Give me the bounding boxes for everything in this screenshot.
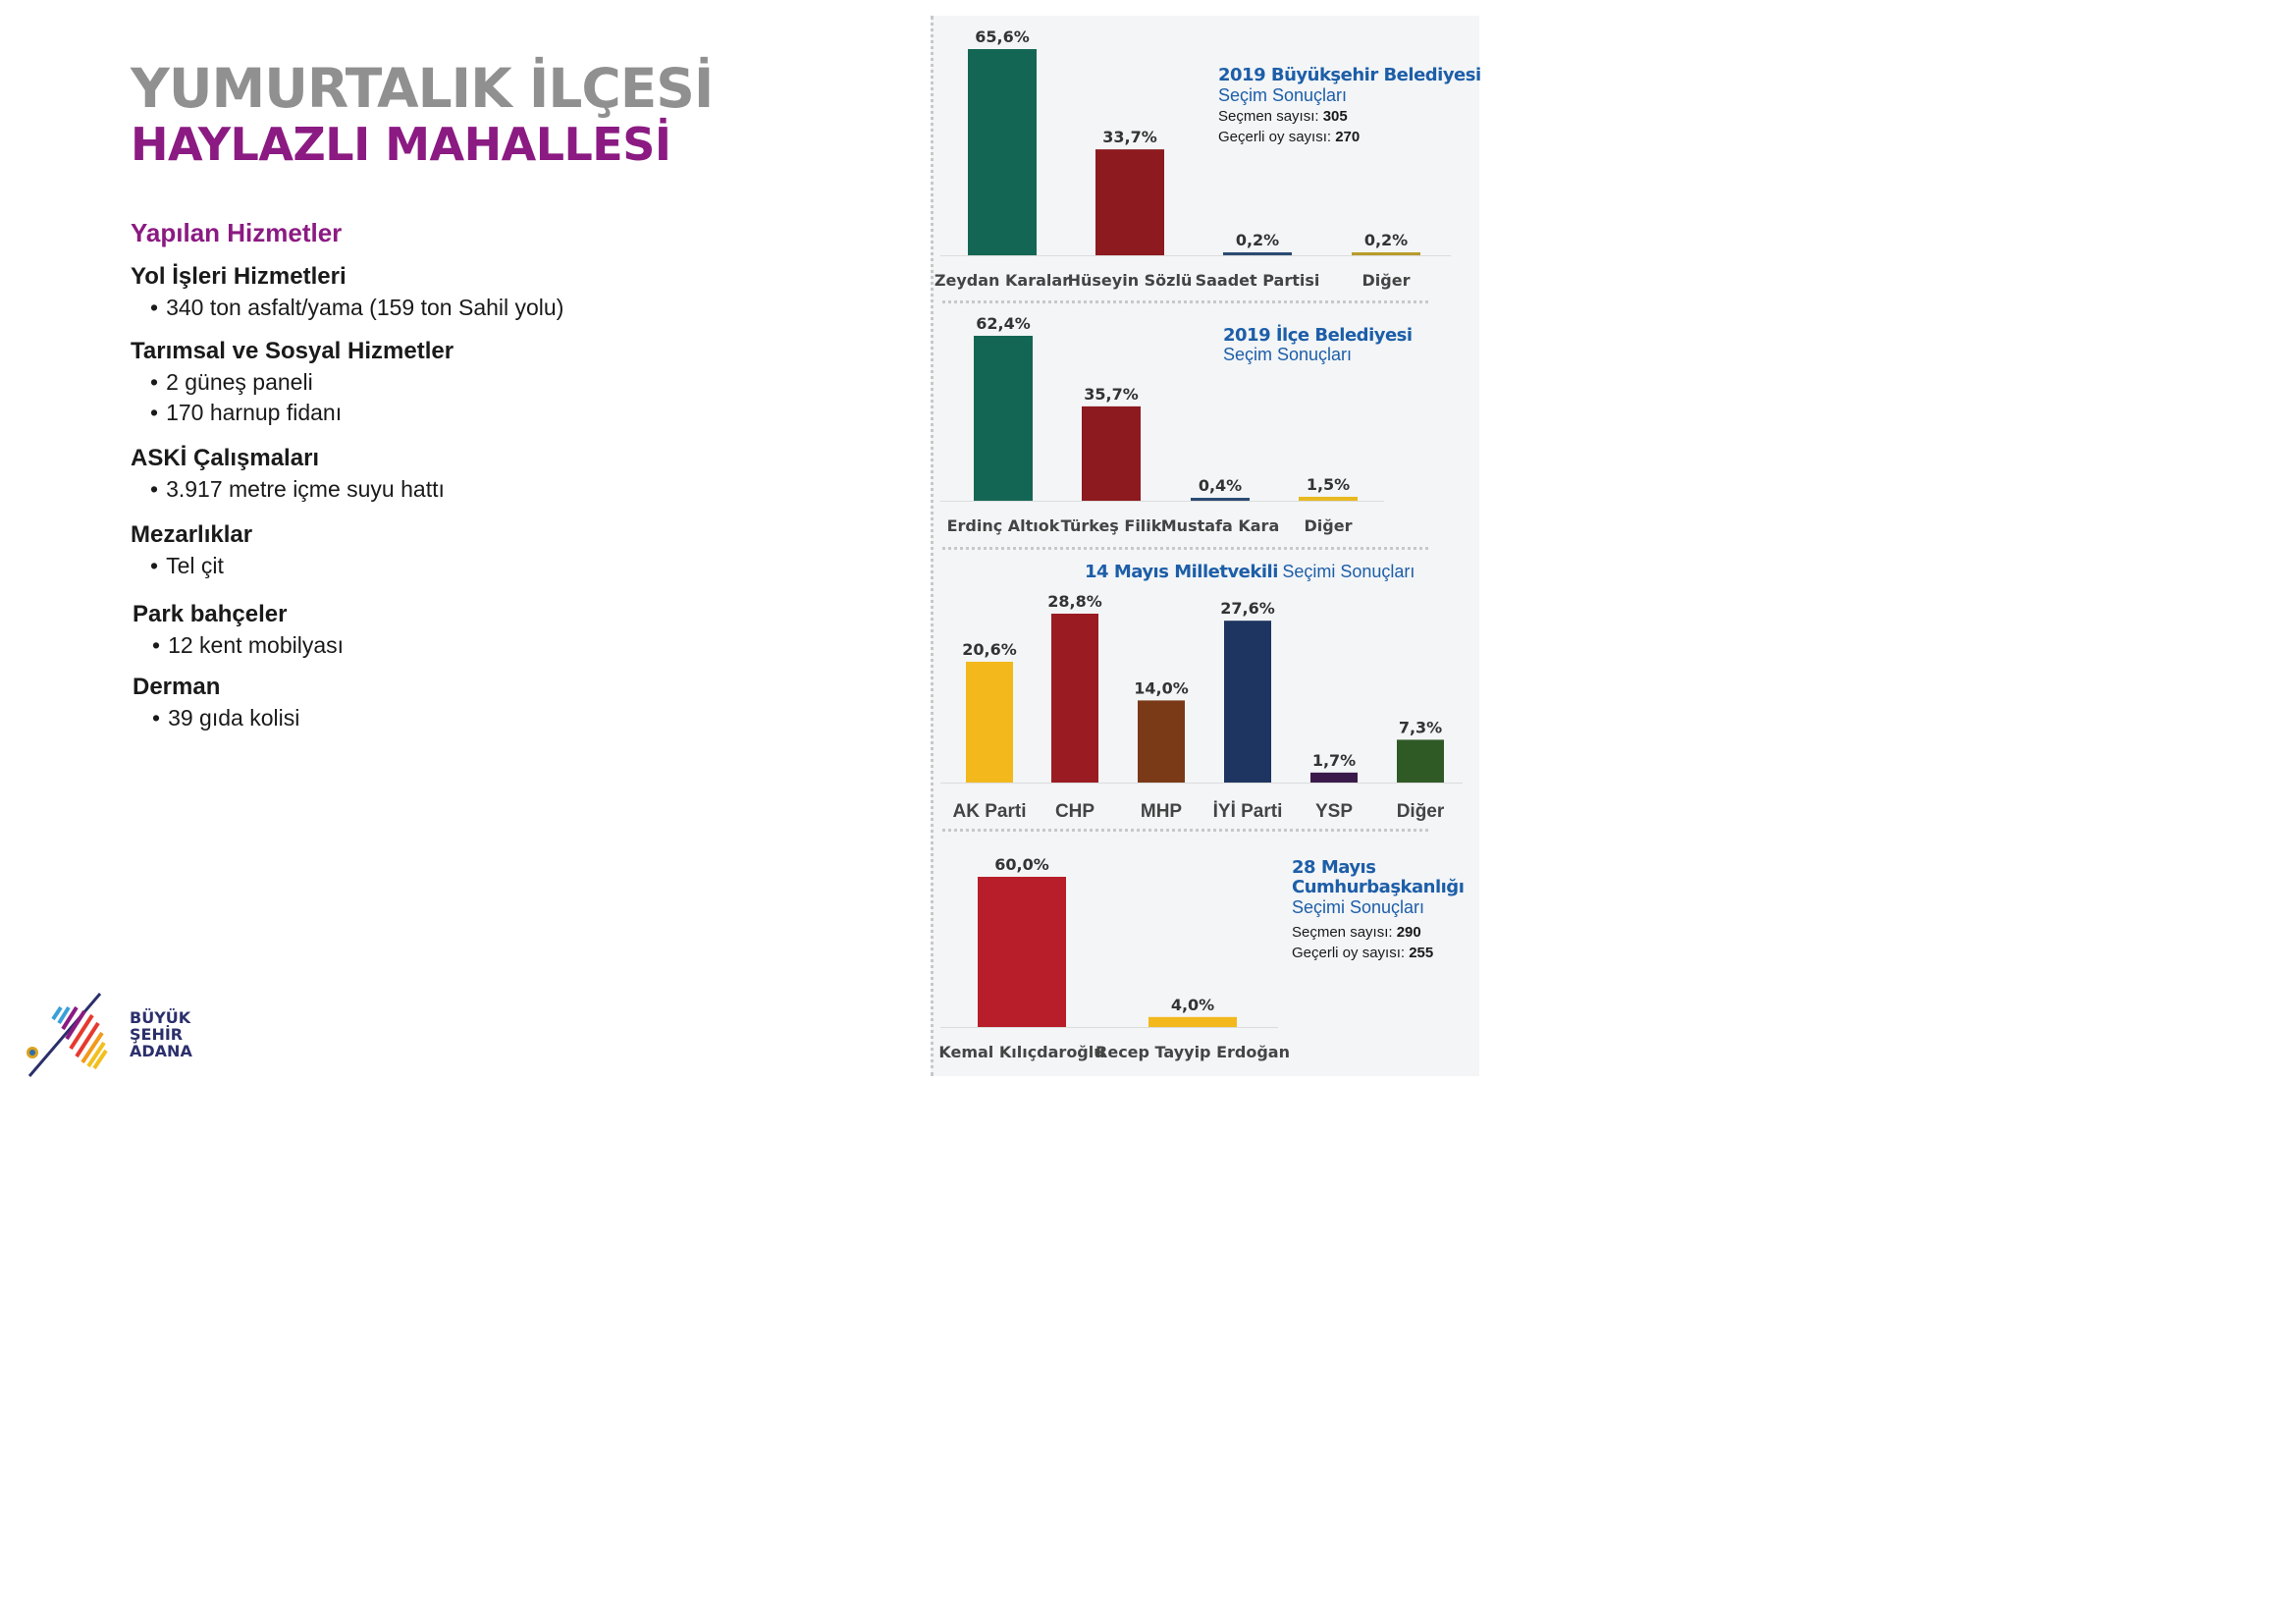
chart1-bar (1352, 252, 1420, 255)
chart3-bar (1397, 739, 1444, 783)
chart2-bar (1299, 497, 1358, 501)
chart2-category-label: Mustafa Kara (1160, 516, 1280, 535)
chart3-value-label: 1,7% (1311, 750, 1357, 770)
chart4-subtitle: Seçimi Sonuçları (1292, 897, 1425, 917)
chart3-category-label: CHP (1054, 801, 1095, 822)
chart4-bar (978, 877, 1066, 1027)
buyuksehir-adana-logo (24, 990, 192, 1080)
chart2-subtitle: Seçim Sonuçları (1223, 345, 1353, 364)
chart2-category-label: Diğer (1304, 516, 1353, 535)
section-title-aski: ASKİ Çalışmaları (131, 445, 320, 471)
section-item: • Tel çit (150, 553, 224, 579)
chart2-category-label: Erdinç Altıok (946, 516, 1060, 535)
chart1-bar (1223, 252, 1292, 255)
chart1-category-label: Diğer (1362, 271, 1411, 290)
chart1-value-label: 65,6% (975, 27, 1030, 46)
chart2-value-label: 0,4% (1198, 476, 1243, 495)
chart3-bar (1310, 773, 1358, 783)
chart2-category-label: Türkeş Filik (1060, 516, 1162, 535)
chart2-bar (1082, 406, 1141, 501)
section-title-cemetery: Mezarlıklar (131, 521, 253, 548)
election-charts (0, 0, 1530, 1082)
chart4-value-label: 60,0% (994, 855, 1049, 874)
chart1-voters: Seçmen sayısı: 305 (1218, 108, 1348, 125)
chart1-category-label: Zeydan Karalar (934, 271, 1071, 290)
chart3-category-label: Diğer (1396, 801, 1445, 822)
section-item: • 340 ton asfalt/yama (159 ton Sahil yolu) (150, 295, 563, 321)
chart1-subtitle: Seçim Sonuçları (1218, 85, 1348, 105)
chart3-value-label: 7,3% (1398, 718, 1443, 737)
chart1-value-label: 33,7% (1102, 128, 1157, 147)
section-item: • 39 gıda kolisi (152, 705, 299, 731)
chart4-category-label: Kemal Kılıçdaroğlu (938, 1043, 1105, 1061)
section-item: • 12 kent mobilyası (152, 632, 344, 659)
logo-text-line2: ŞEHİR (130, 1025, 184, 1044)
chart3-bar (1051, 614, 1098, 783)
chart4-bar (1148, 1017, 1237, 1027)
chart3-category-label: YSP (1314, 801, 1354, 822)
section-item: • 3.917 metre içme suyu hattı (150, 476, 445, 503)
chart3-value-label: 14,0% (1134, 678, 1189, 698)
chart1-title: 2019 Büyükşehir Belediyesi (1218, 65, 1481, 85)
chart1-category-label: Saadet Partisi (1195, 271, 1320, 290)
chart3-value-label: 20,6% (962, 639, 1017, 659)
chart3-title: 14 Mayıs Milletvekili (1085, 562, 1278, 582)
chart3-value-label: 27,6% (1220, 599, 1275, 619)
section-item: • 170 harnup fidanı (150, 400, 342, 426)
chart4-category-label: Recep Tayyip Erdoğan (1095, 1043, 1290, 1061)
chart1-bar (1095, 149, 1164, 255)
chart1-valid-votes: Geçerli oy sayısı: 270 (1218, 129, 1361, 145)
chart3-bar (1224, 621, 1271, 783)
chart1-category-label: Hüseyin Sözlü (1067, 271, 1193, 290)
section-title-road: Yol İşleri Hizmetleri (131, 263, 347, 290)
chart2-value-label: 35,7% (1084, 384, 1139, 404)
chart3-bar (966, 662, 1013, 783)
section-title-derman: Derman (133, 674, 221, 700)
chart4-valid-votes: Geçerli oy sayısı: 255 (1292, 945, 1434, 961)
chart4-voters: Seçmen sayısı: 290 (1292, 924, 1421, 941)
chart3-bar (1138, 700, 1185, 783)
chart3-category-label: AK Parti (952, 801, 1027, 822)
chart2-value-label: 1,5% (1306, 474, 1351, 494)
chart2-title: 2019 İlçe Belediyesi (1223, 325, 1413, 346)
district-title: YUMURTALIK İLÇESİ (131, 57, 714, 120)
neighborhood-title: HAYLAZLI MAHALLESİ (131, 118, 671, 171)
chart3-category-label: MHP (1140, 801, 1183, 822)
section-title-park: Park bahçeler (133, 601, 288, 627)
chart1-bar (968, 49, 1037, 255)
logo-text-line3: ADANA (130, 1042, 192, 1060)
chart3-subtitle: Seçimi Sonuçları (1282, 562, 1415, 581)
chart2-bar (974, 336, 1033, 501)
section-item: • 2 güneş paneli (150, 369, 313, 396)
chart2-bar (1191, 498, 1250, 501)
chart1-value-label: 0,2% (1235, 231, 1280, 249)
chart3-value-label: 28,8% (1047, 592, 1102, 611)
services-heading: Yapılan Hizmetler (131, 218, 343, 247)
chart3-category-label: İYİ Parti (1212, 801, 1283, 822)
logo-text-line1: BÜYÜK (130, 1008, 191, 1027)
logo-mark-icon (24, 990, 122, 1080)
chart4-value-label: 4,0% (1170, 995, 1215, 1014)
chart4-title-line2: Cumhurbaşkanlığı (1292, 877, 1465, 897)
chart2-value-label: 62,4% (976, 314, 1031, 333)
chart3-title-row (1085, 562, 1415, 582)
section-title-agri: Tarımsal ve Sosyal Hizmetler (131, 338, 454, 364)
chart4-title-line1: 28 Mayıs (1292, 857, 1376, 878)
chart1-value-label: 0,2% (1363, 231, 1409, 249)
